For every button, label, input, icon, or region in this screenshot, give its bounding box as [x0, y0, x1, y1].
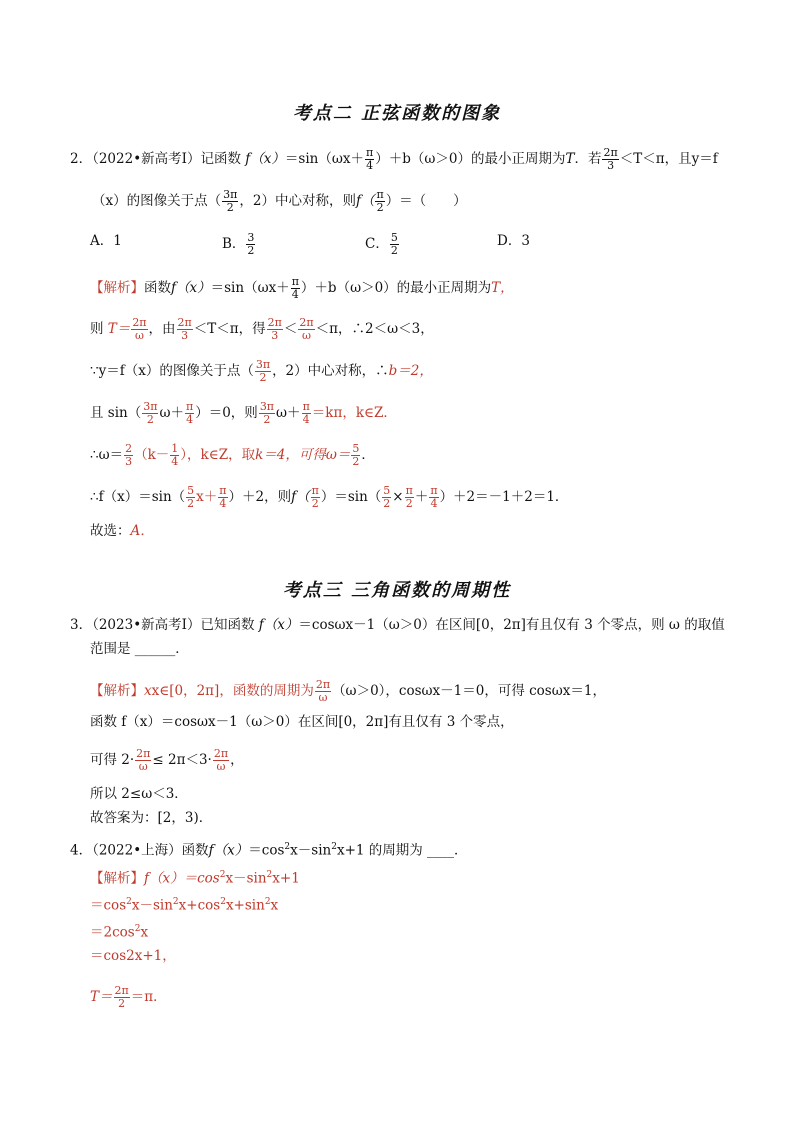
solution-4-line3: $=2\cos^2x$: [90, 924, 149, 941]
question-4: 4．（2022•上海）函数$f(x)=\cos^2x-\sin^2x+1$ 的周期为 ____．: [70, 842, 468, 859]
solution-tag: 【解析】: [90, 280, 144, 296]
solution-2-line1: 【解析】函数f（x）＝sin（ωx＋ $\frac{\pi}{4}$ ）＋b（ω＞0）的最小正周期为T，: [90, 275, 514, 301]
solution-3-line2: 函数 f（x）＝cosωx－1（ω＞0）在区间[0，2π]有且仅有 3 个零点，: [90, 714, 514, 730]
fraction-2pi-3: $\frac{2\pi}{3}$: [603, 146, 618, 172]
q-text: ＝sin（ωx＋: [284, 151, 364, 167]
solution-4-line5: T＝ $\frac{2\pi}{2}$ ＝π．: [90, 984, 167, 1010]
q-text: 记函数: [200, 151, 241, 167]
q-text: ）＋b（ω＞0）的最小正周期为: [375, 151, 566, 167]
solution-2-line4: 且 sin（ $\frac{3\pi}{2}$ ω＋ $\frac{\pi}{4}$ ）＝0，则 $\frac{3\pi}{2}$ ω＋ $\frac{\pi}{4}$ ＝kπ，k∈Z．: [90, 400, 397, 426]
fraction-pi-2: $\frac{\pi}{2}$: [376, 188, 384, 214]
section-title-3: 考点三 三角函数的周期性: [282, 580, 512, 601]
q-text: ＜T＜π，且y＝f: [619, 151, 718, 167]
q-func: f（x）: [245, 151, 285, 167]
solution-4-line2: $=\cos^2x-\sin^2x+\cos^2x+\sin^2x$: [90, 897, 279, 914]
solution-2-line6: ∴f（x）＝sin（ $\frac{5}{2}$ x＋ $\frac{\pi}{4}$ ）＋2，则f（ $\frac{\pi}{2}$ ）＝sin（ $\frac{5}{2}$ × $\frac{\pi}{2}$ ＋ $\frac{\pi}{4}$ ）＋2＝－1＋2＝1．: [90, 484, 569, 510]
fraction-3pi-2: $\frac{3\pi}{2}$: [223, 188, 238, 214]
option-d: D．3: [497, 233, 530, 249]
option-c: C． $\frac{5}{2}$: [365, 231, 398, 257]
question-3-line2: 范围是 ______．: [90, 641, 189, 657]
solution-3-line3: 可得 2· $\frac{2\pi}{\omega}$ ≤ 2π＜3· $\frac{2\pi}{\omega}$ ，: [90, 747, 244, 773]
question-2-line1: [70, 147, 718, 172]
q-text: （x）的图像关于点（: [92, 193, 222, 209]
question-2-line2: [92, 189, 467, 214]
solution-3-line1: 【解析】xx∈[0，2π]，函数的周期为 $\frac{2\pi}{\omega}$ （ω＞0），cosωx－1＝0，可得 cosωx＝1，: [90, 678, 606, 704]
q-var: T: [565, 151, 575, 167]
solution-4-line4: ＝cos2x+1，: [90, 948, 176, 964]
q-text: ）＝（ ）: [385, 193, 467, 209]
solution-2-line5: ∴ω＝ $\frac{2}{3}$ （k－ $\frac{1}{4}$ ），k∈Z，取k＝4，可得ω＝ $\frac{5}{2}$ ．: [90, 442, 375, 468]
q-source: （2022•新高考Ⅰ）: [92, 151, 201, 167]
fraction-pi-4: $\frac{\pi}{4}$: [365, 146, 374, 172]
section-title-2: 考点二 正弦函数的图象: [292, 103, 502, 124]
solution-2-line2: 则 T＝ $\frac{2\pi}{\omega}$ ，由 $\frac{2\pi}{3}$ ＜T＜π，得 $\frac{2\pi}{3}$ ＜ $\frac{2\pi}{\omega}$ ＜π，∴2＜ω＜3，: [90, 316, 434, 342]
solution-3-line5: 故答案为：[2，3)．: [90, 810, 213, 826]
solution-3-line4: 所以 2≤ω＜3．: [90, 786, 188, 802]
solution-2-line7: 故选：A．: [90, 523, 154, 539]
question-3-line1: 3．（2023•新高考Ⅰ）已知函数 f（x）＝cosωx－1（ω＞0）在区间[0，2π]有且仅有 3 个零点，则 ω 的取值: [70, 617, 725, 633]
solution-2-line3: ∵y＝f（x）的图像关于点（ $\frac{3\pi}{2}$ ，2）中心对称，∴b＝2，: [90, 358, 433, 384]
q-number: 2．: [70, 151, 93, 167]
q-text: ，2）中心对称，则: [239, 193, 356, 209]
option-a: A．1: [90, 233, 122, 249]
option-b: B． $\frac{3}{2}$: [222, 231, 255, 257]
q-func: f（: [355, 193, 375, 209]
q-text: ．若: [574, 151, 602, 167]
solution-4-line1: 【解析】$f(x)=\cos^2x-\sin^2x+1$: [90, 870, 300, 887]
